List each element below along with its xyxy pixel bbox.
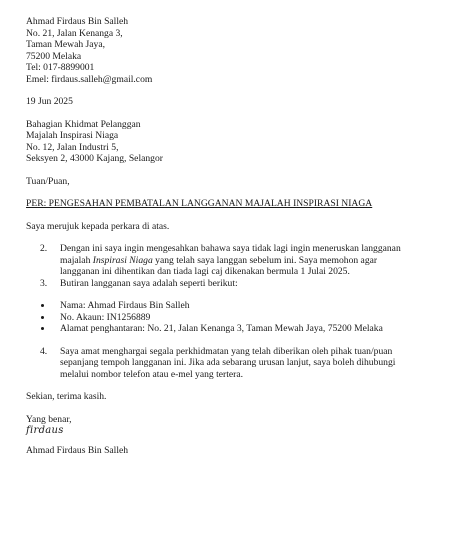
sender-address-line-2: Taman Mewah Jaya, bbox=[26, 39, 105, 50]
item-4-line-1: Saya amat menghargai segala perkhidmatan yang telah diberikan oleh pihak tuan/puan bbox=[60, 345, 393, 357]
item-4-line-3: melalui nombor telefon atau e-mel yang tertera. bbox=[60, 368, 244, 380]
bullet-icon bbox=[41, 316, 44, 319]
recipient-block bbox=[26, 119, 458, 165]
closing: Sekian, terima kasih. bbox=[26, 391, 107, 402]
bullet-icon bbox=[41, 327, 44, 330]
recipient-line-2: Majalah Inspirasi Niaga bbox=[26, 130, 119, 141]
recipient-line-4: Seksyen 2, 43000 Kajang, Selangor bbox=[26, 153, 163, 164]
list-item bbox=[60, 312, 458, 324]
numbered-list-b bbox=[26, 346, 458, 381]
letter-date: 19 Jun 2025 bbox=[26, 96, 73, 107]
item-3-line-1: Butiran langganan saya adalah seperti berikut: bbox=[60, 277, 238, 289]
subject-text: PER: PENGESAHAN PEMBATALAN LANGGANAN MAJALAH INSPIRASI NIAGA bbox=[26, 198, 373, 209]
letter bbox=[26, 16, 458, 456]
sender-block bbox=[26, 16, 458, 85]
list-item-3 bbox=[40, 277, 458, 290]
recipient-line-3: No. 12, Jalan Industri 5, bbox=[26, 141, 119, 153]
signature: firdaus bbox=[26, 425, 64, 436]
signoff: Yang benar, bbox=[26, 413, 72, 425]
detail-account: No. Akaun: IN1256889 bbox=[60, 311, 151, 323]
item-2-line-2 bbox=[60, 255, 458, 267]
list-number: 4. bbox=[40, 345, 48, 357]
list-number: 2. bbox=[40, 243, 48, 254]
subject-line bbox=[26, 198, 458, 210]
recipient-line-1: Bahagian Khidmat Pelanggan bbox=[26, 118, 141, 130]
sender-name: Ahmad Firdaus Bin Salleh bbox=[26, 16, 129, 27]
detail-address: Alamat penghantaran: No. 21, Jalan Kenanga 3, Taman Mewah Jaya, 75200 Melaka bbox=[60, 323, 383, 334]
detail-name: Nama: Ahmad Firdaus Bin Salleh bbox=[60, 300, 190, 311]
list-number: 3. bbox=[40, 277, 48, 289]
details-list bbox=[26, 300, 458, 335]
item-4-line-2: sepanjang tempoh langganan ini. Jika ada sebarang urusan lanjut, saya boleh dihubungi bbox=[60, 357, 396, 368]
list-item bbox=[60, 323, 458, 335]
list-item-2 bbox=[40, 243, 458, 278]
list-item bbox=[60, 300, 458, 312]
sender-email: Emel: firdaus.salleh@gmail.com bbox=[26, 73, 153, 85]
signatory-name: Ahmad Firdaus Bin Salleh bbox=[26, 444, 129, 456]
sender-tel: Tel: 017-8899001 bbox=[26, 62, 95, 73]
bullet-icon bbox=[41, 304, 44, 307]
magazine-name: Inspirasi Niaga bbox=[92, 254, 153, 266]
list-item-4 bbox=[40, 345, 458, 381]
sender-address-line-3: 75200 Melaka bbox=[26, 50, 82, 62]
item-2-line-2-post: yang telah saya langgan sebelum ini. Saya memohon agar bbox=[152, 254, 378, 266]
item-2-line-2-pre: majalah bbox=[60, 254, 93, 266]
numbered-list-a bbox=[26, 243, 458, 289]
item-2-line-3: langganan ini dihentikan dan tiada lagi caj dikenakan bermula 1 Julai 2025. bbox=[60, 266, 350, 277]
intro-paragraph: Saya merujuk kepada perkara di atas. bbox=[26, 220, 170, 232]
salutation: Tuan/Puan, bbox=[26, 175, 70, 187]
sender-address-line-1: No. 21, Jalan Kenanga 3, bbox=[26, 27, 123, 39]
item-2-line-1: Dengan ini saya ingin mengesahkan bahawa saya tidak lagi ingin meneruskan langganan bbox=[60, 243, 401, 254]
